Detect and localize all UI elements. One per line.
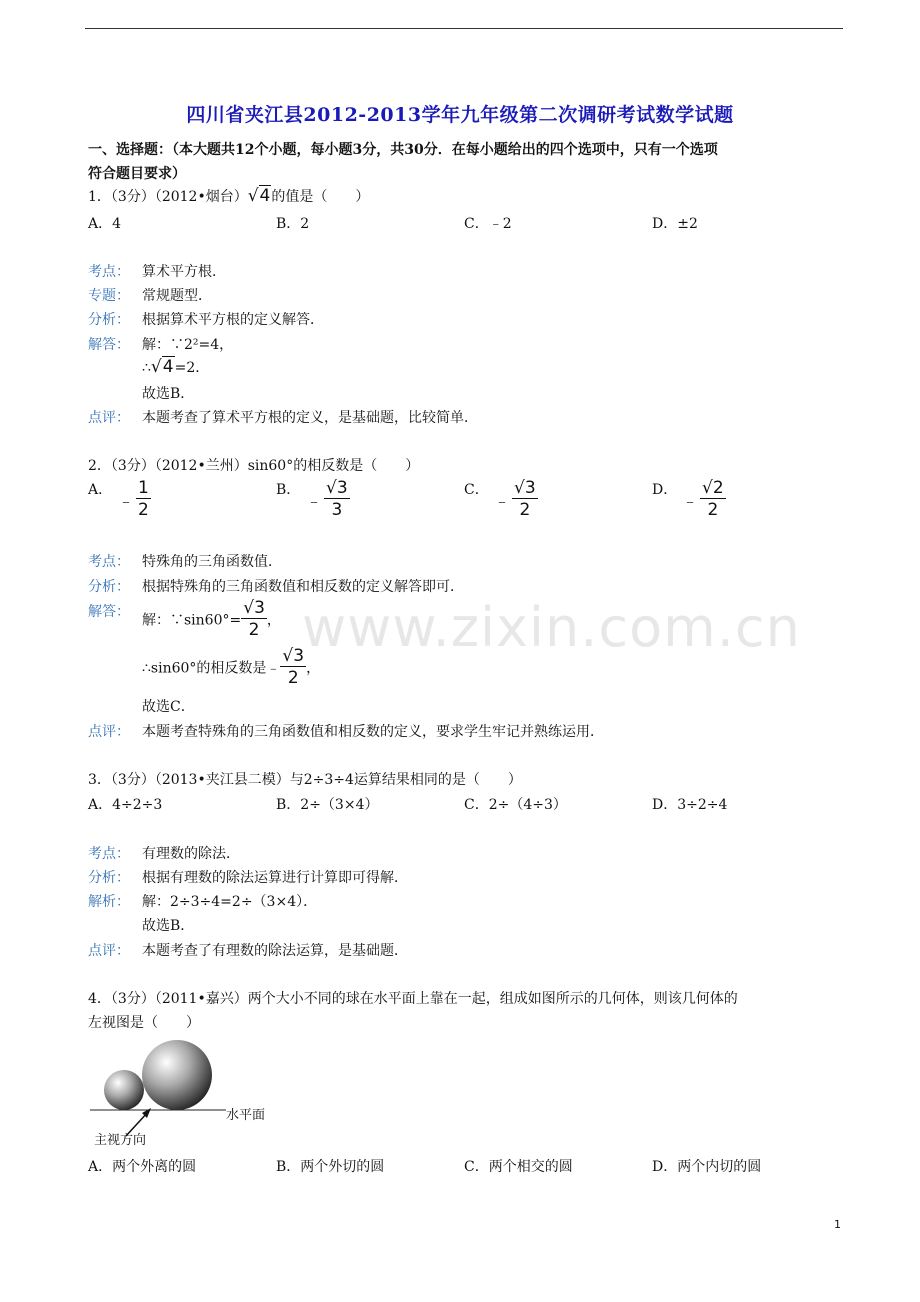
q2-dianping: 本题考查特殊角的三角函数值和相反数的定义，要求学生牢记并熟练运用． bbox=[142, 724, 604, 740]
q4-option-c: C．两个相交的圆 bbox=[464, 1159, 573, 1175]
page-title: 四川省夹江县2012-2013学年九年级第二次调研考试数学试题 bbox=[186, 104, 734, 126]
q4-figure-direction-label: 主视方向 bbox=[94, 1133, 147, 1148]
q1-dianping-label: 点评： bbox=[88, 410, 130, 426]
q2-option-c-minus: ﹣ bbox=[494, 491, 511, 510]
q1-jieda-sqrt: √4 bbox=[150, 357, 174, 377]
q1-fenxi-label: 分析： bbox=[88, 312, 130, 328]
q2-stem: 2．（3分）（2012•兰州）sin60°的相反数是（ ） bbox=[88, 458, 420, 474]
q2-jieda-line1-den: 2 bbox=[248, 620, 260, 640]
large-sphere bbox=[142, 1040, 212, 1110]
q2-option-b-radicand: 3 bbox=[336, 478, 348, 498]
q2-option-c-den: 2 bbox=[519, 500, 531, 520]
q3-option-a: A．4÷2÷3 bbox=[88, 797, 163, 813]
q1-sqrt: √4 bbox=[247, 186, 271, 206]
q1-kaodian-label: 考点： bbox=[88, 264, 130, 280]
q2-jieda-line1-radicand: 3 bbox=[254, 598, 265, 618]
q1-dianping: 本题考查了算术平方根的定义，是基础题，比较简单． bbox=[142, 410, 478, 426]
q2-option-a-letter: A． bbox=[88, 482, 113, 498]
page-number: 1 bbox=[834, 1218, 841, 1231]
q2-jieda-line3: 故选C． bbox=[142, 699, 195, 715]
q1-jieda-line3: 故选B． bbox=[142, 386, 195, 402]
q1-stem bbox=[88, 186, 369, 206]
q1-jieda-line2 bbox=[142, 357, 209, 377]
q1-zhuanti: 常规题型． bbox=[142, 288, 212, 304]
q2-option-d-den: 2 bbox=[707, 500, 719, 520]
q2-option-a-num: 1 bbox=[138, 478, 149, 498]
q2-option-b-minus: ﹣ bbox=[306, 491, 323, 510]
q4-stem-line2: 左视图是（ ） bbox=[88, 1015, 200, 1031]
q1-option-c: C．﹣2 bbox=[464, 216, 512, 232]
q1-therefore: ∴ bbox=[142, 360, 151, 376]
q4-stem-line1: 4．（3分）（2011•嘉兴）两个大小不同的球在水平面上靠在一起，组成如图所示的几何体，则该几何体的 bbox=[88, 991, 738, 1007]
q2-kaodian: 特殊角的三角函数值． bbox=[142, 554, 282, 570]
q3-option-c: C．2÷（4÷3） bbox=[464, 797, 567, 813]
q2-jieda-label: 解答： bbox=[88, 604, 130, 620]
q3-kaodian: 有理数的除法． bbox=[142, 846, 240, 862]
q3-option-d: D．3÷2÷4 bbox=[652, 797, 728, 813]
q2-option-d-letter: D． bbox=[652, 482, 678, 498]
section-heading-line1: 一、选择题：（本大题共12个小题，每小题3分，共30分．在每小题给出的四个选项中，只有一个选项 bbox=[88, 142, 718, 158]
q3-kaodian-label: 考点： bbox=[88, 846, 130, 862]
q3-jieda-line2: 故选B． bbox=[142, 918, 195, 934]
q3-fenxi-label: 分析： bbox=[88, 870, 130, 886]
q2-jieda-line2 bbox=[142, 646, 320, 689]
q2-jieda-line1-end: ， bbox=[266, 612, 281, 629]
q2-option-d-minus: ﹣ bbox=[682, 491, 699, 510]
q1-fenxi: 根据算术平方根的定义解答． bbox=[142, 312, 324, 328]
q2-fenxi-label: 分析： bbox=[88, 579, 130, 595]
q2-kaodian-label: 考点： bbox=[88, 554, 130, 570]
q2-option-d-fraction bbox=[700, 478, 726, 521]
q2-jieda-line2-radicand: 3 bbox=[293, 646, 305, 666]
q2-option-a bbox=[118, 478, 151, 521]
q1-stem-prefix: 1．（3分）（2012•烟台） bbox=[88, 189, 248, 205]
q1-jieda-line1: 解：∵2²=4， bbox=[142, 337, 234, 353]
q1-jieda-result: =2． bbox=[174, 360, 210, 376]
q2-jieda-line1-num: √3 bbox=[243, 598, 265, 618]
q2-jieda-line1 bbox=[142, 598, 281, 641]
q2-dianping-label: 点评： bbox=[88, 724, 130, 740]
q2-option-c-fraction bbox=[512, 478, 538, 521]
q4-option-a: A．两个外离的圆 bbox=[88, 1159, 197, 1175]
q3-dianping-label: 点评： bbox=[88, 943, 130, 959]
q1-zhuanti-label: 专题： bbox=[88, 288, 130, 304]
q2-jieda-line2-text: ∴sin60°的相反数是﹣ bbox=[142, 660, 281, 677]
q1-option-a: A．4 bbox=[88, 216, 122, 232]
watermark: www.zixin.com.cn bbox=[302, 596, 801, 659]
q2-option-b-fraction bbox=[324, 478, 350, 521]
q2-option-b-letter: B． bbox=[276, 482, 301, 498]
q2-option-c-radicand: 3 bbox=[524, 478, 536, 498]
q2-fenxi: 根据特殊角的三角函数值和相反数的定义解答即可． bbox=[142, 579, 464, 595]
q2-option-d-radicand: 2 bbox=[712, 478, 724, 498]
q2-jieda-line1-fraction bbox=[241, 598, 267, 641]
q3-fenxi: 根据有理数的除法运算进行计算即可得解． bbox=[142, 870, 408, 886]
q3-jieda-label: 解析： bbox=[88, 894, 130, 910]
q2-option-b-num: √3 bbox=[326, 478, 348, 498]
q3-option-b: B．2÷（3×4） bbox=[276, 797, 379, 813]
q4-figure-plane-label: 水平面 bbox=[226, 1108, 266, 1123]
q2-jieda-line2-num: √3 bbox=[282, 646, 305, 666]
q3-dianping: 本题考查了有理数的除法运算，是基础题． bbox=[142, 943, 408, 959]
q2-option-a-fraction bbox=[136, 478, 151, 521]
q1-option-d: D．±2 bbox=[652, 216, 698, 232]
q2-option-d-num: √2 bbox=[702, 478, 724, 498]
q2-jieda-line2-den: 2 bbox=[287, 668, 299, 688]
q3-stem: 3．（3分）（2013•夹江县二模）与2÷3÷4运算结果相同的是（ ） bbox=[88, 772, 522, 788]
q1-kaodian: 算术平方根． bbox=[142, 264, 226, 280]
q2-jieda-line1-text: 解：∵sin60°= bbox=[142, 612, 242, 629]
section-heading-line2: 符合题目要求） bbox=[88, 166, 186, 182]
q1-option-b: B．2 bbox=[276, 216, 310, 232]
q2-option-b-den: 3 bbox=[331, 500, 343, 520]
q2-option-c bbox=[494, 478, 538, 521]
q3-jieda-line1: 解：2÷3÷4=2÷（3×4）． bbox=[142, 894, 318, 910]
q2-option-c-num: √3 bbox=[514, 478, 536, 498]
q2-option-d bbox=[682, 478, 726, 521]
q1-sqrt-radicand: 4 bbox=[259, 186, 271, 206]
q4-option-d: D．两个内切的圆 bbox=[652, 1159, 762, 1175]
header-rule bbox=[85, 28, 843, 29]
q1-jieda-radicand: 4 bbox=[162, 357, 174, 377]
q1-jieda-label: 解答： bbox=[88, 337, 130, 353]
small-sphere bbox=[104, 1070, 144, 1110]
q2-option-c-letter: C． bbox=[464, 482, 489, 498]
q2-option-a-den: 2 bbox=[138, 500, 149, 520]
q4-option-b: B．两个外切的圆 bbox=[276, 1159, 385, 1175]
q2-option-a-minus: ﹣ bbox=[118, 491, 135, 510]
q2-jieda-line2-end: ， bbox=[306, 660, 321, 677]
q1-stem-suffix: 的值是（ ） bbox=[271, 189, 370, 205]
q2-option-b bbox=[306, 478, 350, 521]
